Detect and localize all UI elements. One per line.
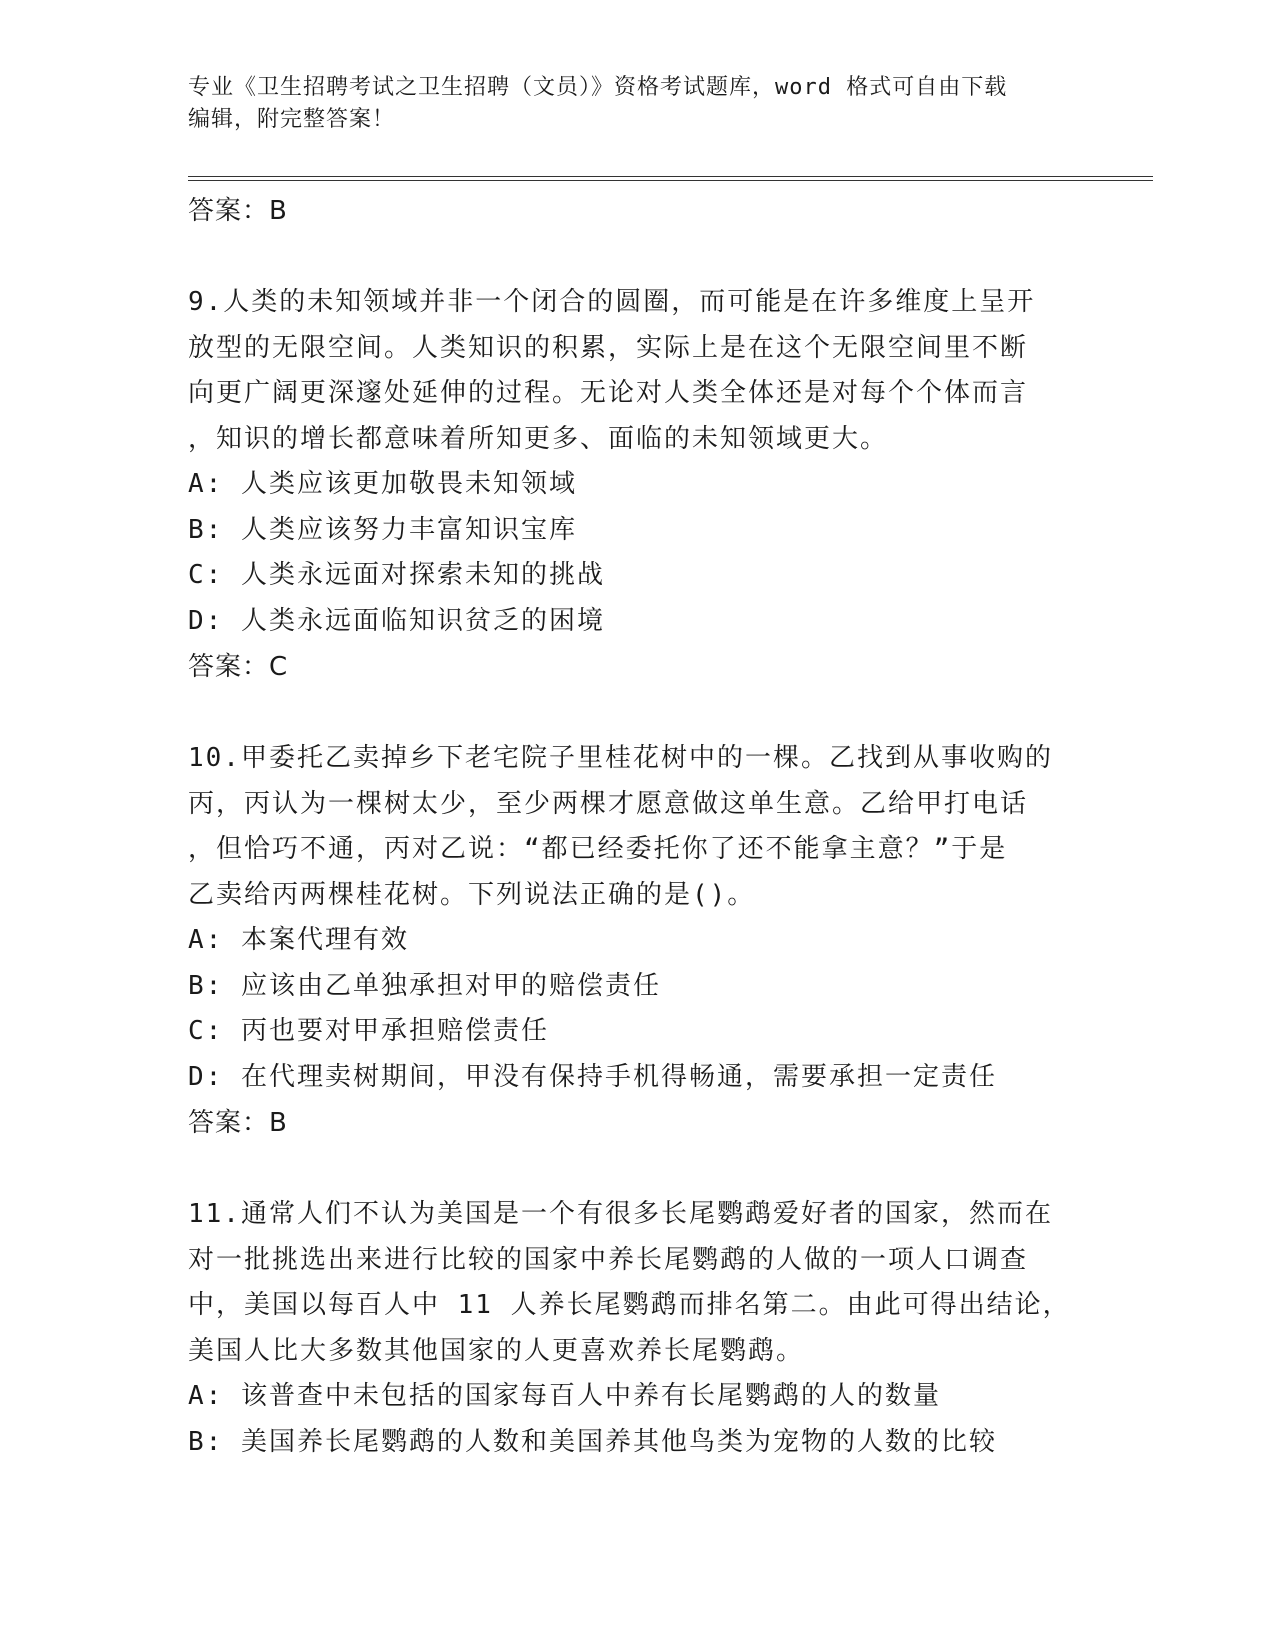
question-10-option-b: B: 应该由乙单独承担对甲的赔偿责任	[188, 970, 661, 1001]
spacer	[188, 1146, 1088, 1192]
question-11-option-b: B: 美国养长尾鹦鹉的人数和美国养其他鸟类为宠物的人数的比较	[188, 1426, 997, 1457]
question-10-line-3: ，但恰巧不通，丙对乙说：“都已经委托你了还不能拿主意？”于是	[188, 834, 1008, 864]
header-line-1: 专业《卫生招聘考试之卫生招聘（文员）》资格考试题库，word 格式可自由下载	[188, 75, 1008, 100]
question-10-line-4: 乙卖给丙两棵桂花树。下列说法正确的是()。	[188, 879, 756, 910]
question-9	[188, 280, 1088, 690]
question-10-answer: 答案：B	[188, 1108, 288, 1138]
question-9-answer: 答案：C	[188, 652, 289, 682]
question-11-line-1: 11.通常人们不认为美国是一个有很多长尾鹦鹉爱好者的国家，然而在	[188, 1199, 1053, 1229]
question-10-option-d: D: 在代理卖树期间，甲没有保持手机得畅通，需要承担一定责任	[188, 1061, 997, 1092]
question-11-line-3: 中，美国以每百人中 11 人养长尾鹦鹉而排名第二。由此可得出结论，	[188, 1290, 1071, 1320]
page-content	[188, 188, 1088, 1465]
question-9-option-b: B: 人类应该努力丰富知识宝库	[188, 514, 577, 545]
question-11	[188, 1192, 1088, 1465]
question-10-option-c: C: 丙也要对甲承担赔偿责任	[188, 1016, 549, 1046]
header-divider	[188, 176, 1153, 181]
question-10-line-2: 丙，丙认为一棵树太少，至少两棵才愿意做这单生意。乙给甲打电话	[188, 788, 1029, 819]
question-9-option-d: D: 人类永远面临知识贫乏的困境	[188, 605, 605, 636]
page-header	[188, 72, 1068, 136]
spacer	[188, 690, 1088, 736]
question-9-option-a: A: 人类应该更加敬畏未知领域	[188, 469, 577, 499]
header-line-2: 编辑，附完整答案！	[188, 107, 396, 132]
question-10-option-a: A: 本案代理有效	[188, 925, 409, 955]
spacer	[188, 234, 1088, 280]
question-11-option-a: A: 该普查中未包括的国家每百人中养有长尾鹦鹉的人的数量	[188, 1381, 941, 1411]
question-11-line-2: 对一批挑选出来进行比较的国家中养长尾鹦鹉的人做的一项人口调查	[188, 1244, 1029, 1275]
question-11-line-4: 美国人比大多数其他国家的人更喜欢养长尾鹦鹉。	[188, 1335, 805, 1366]
answer-previous: 答案：B	[188, 196, 288, 226]
question-9-line-4: ，知识的增长都意味着所知更多、面临的未知领域更大。	[188, 423, 889, 454]
question-9-option-c: C: 人类永远面对探索未知的挑战	[188, 560, 605, 590]
question-10-line-1: 10.甲委托乙卖掉乡下老宅院子里桂花树中的一棵。乙找到从事收购的	[188, 743, 1053, 773]
question-9-line-3: 向更广阔更深邃处延伸的过程。无论对人类全体还是对每个个体而言	[188, 378, 1029, 408]
question-9-line-1: 9.人类的未知领域并非一个闭合的圆圈，而可能是在许多维度上呈开	[188, 287, 1036, 317]
question-10	[188, 736, 1088, 1146]
question-9-line-2: 放型的无限空间。人类知识的积累，实际上是在这个无限空间里不断	[188, 332, 1029, 363]
